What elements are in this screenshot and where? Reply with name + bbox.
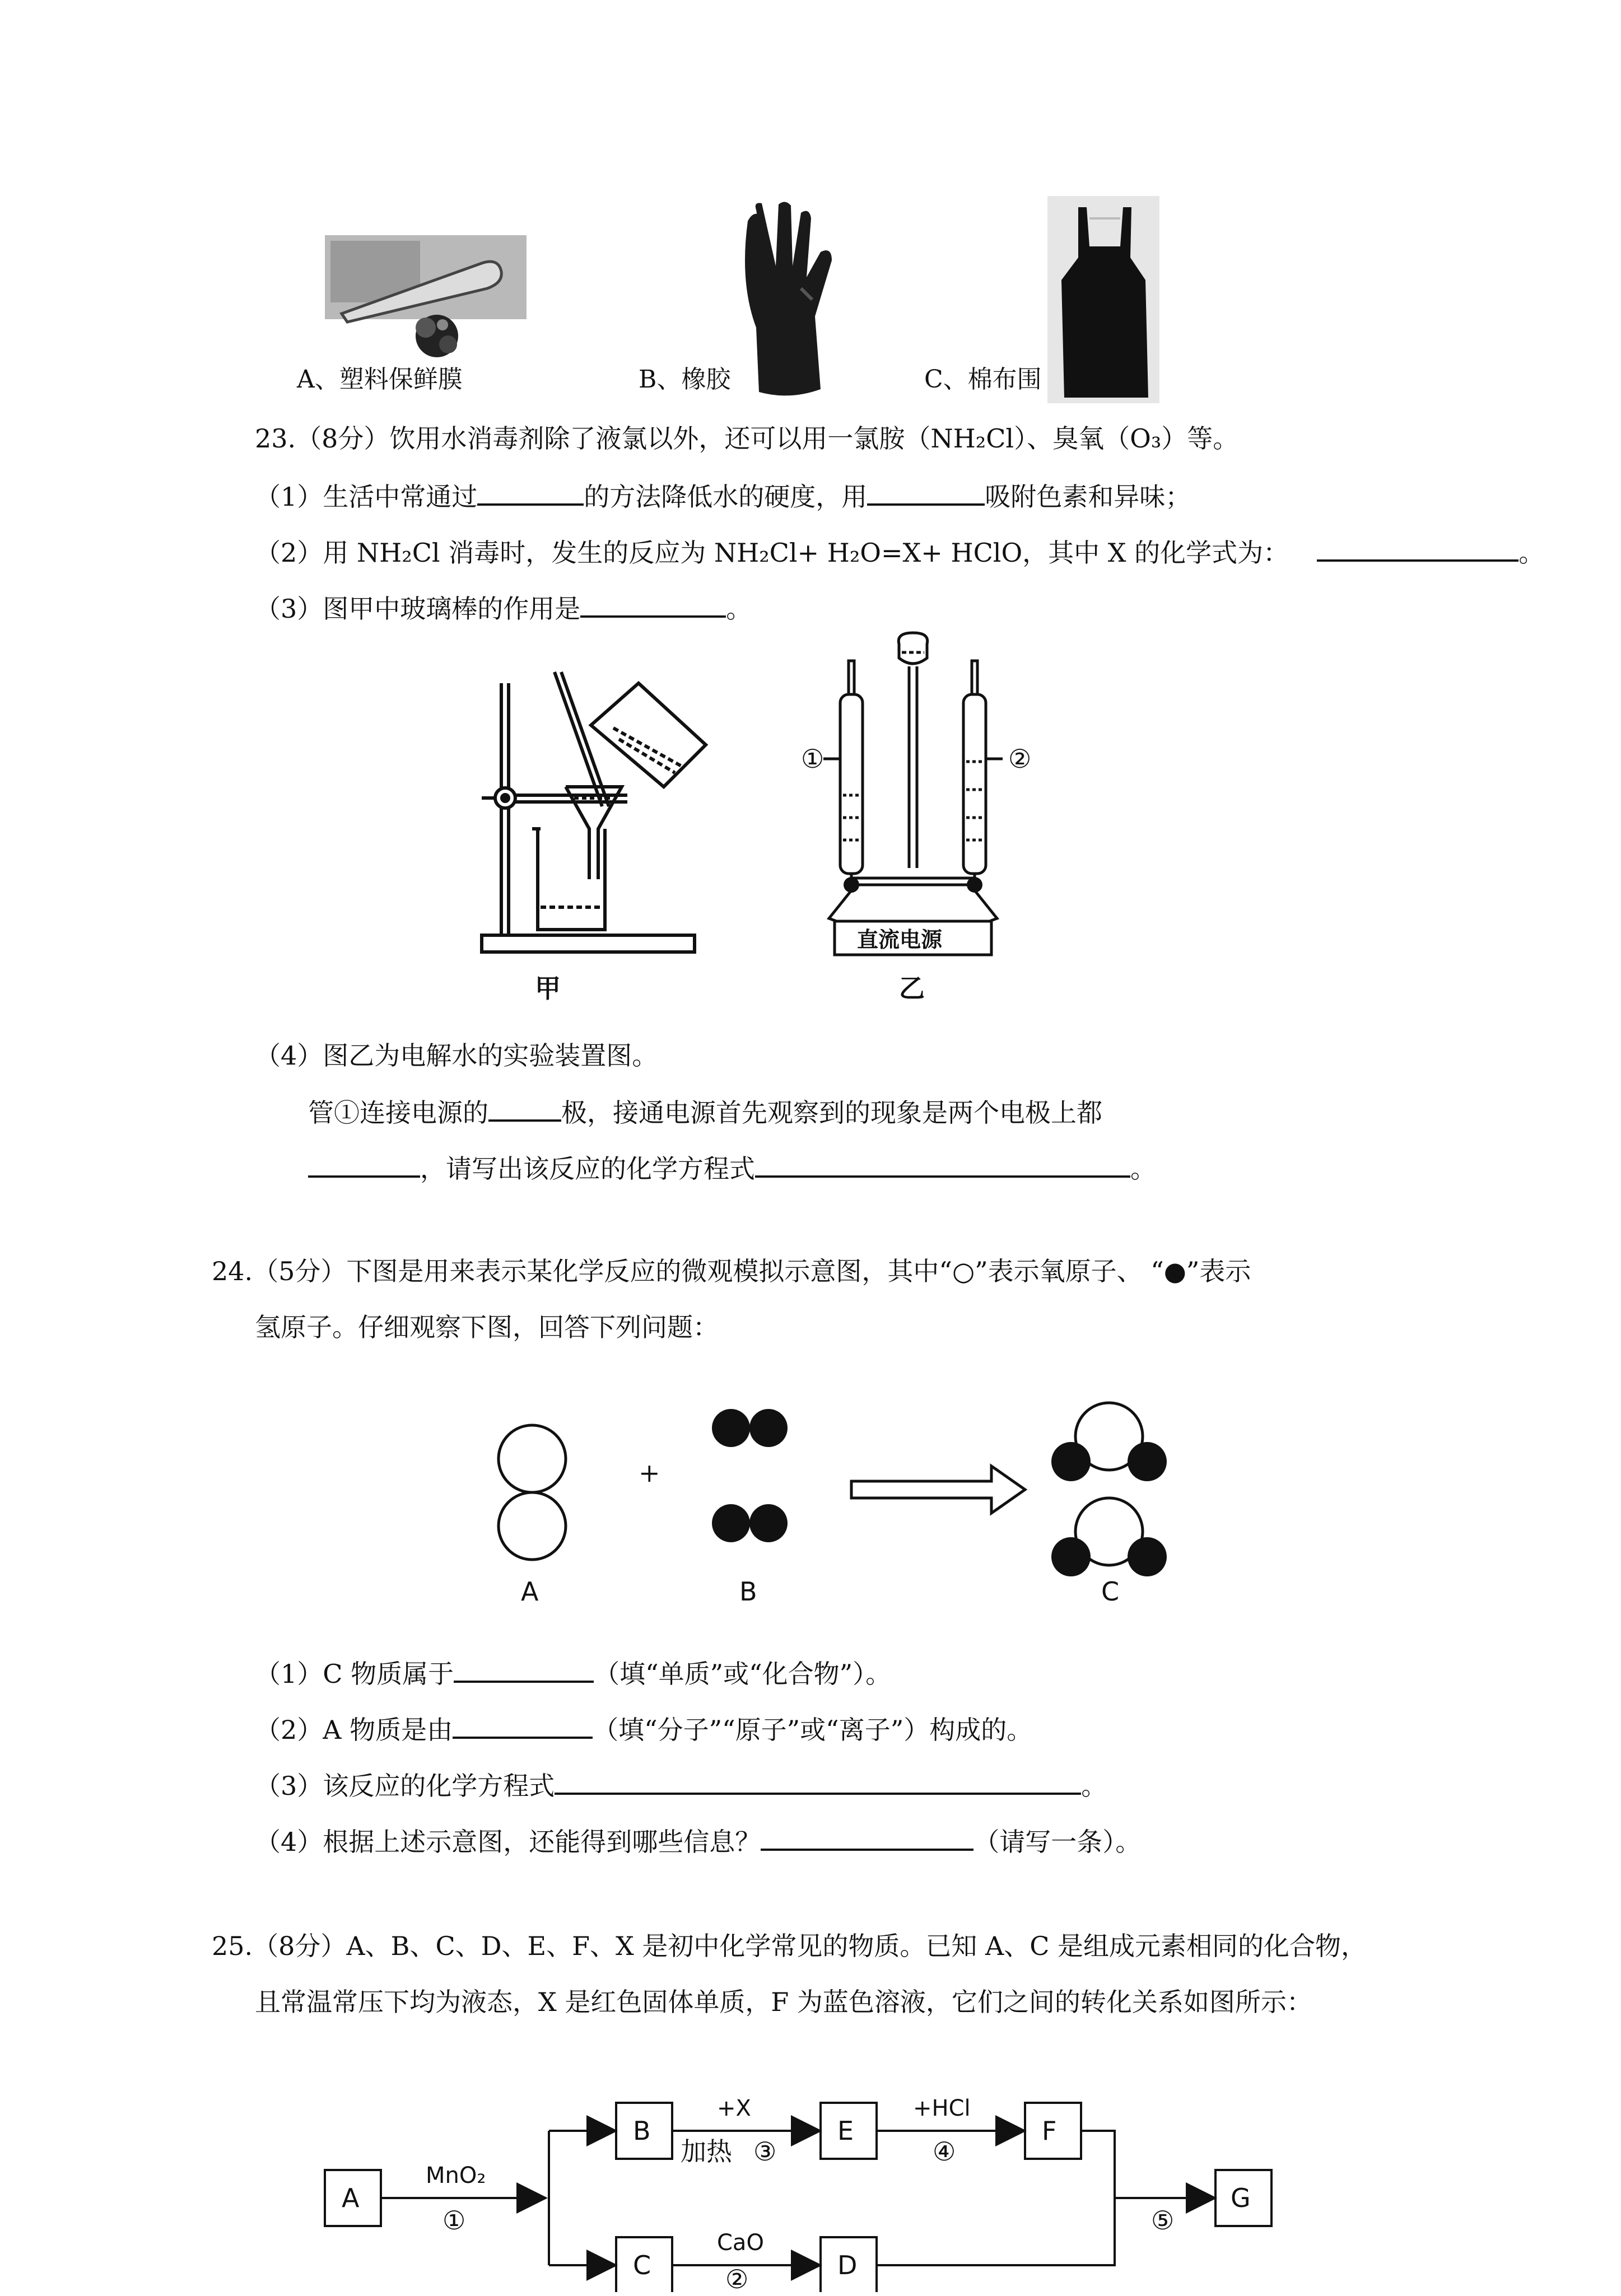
q23-part3 [255,590,752,626]
q23-part4-b: 管①连接电源的 [308,1098,488,1128]
q23-part2-end: 。 [1518,538,1545,568]
q24-part2-b: （填“分子”“原子”或“离子”）构成的。 [593,1715,1033,1745]
step-2: ② [725,2264,749,2294]
q23-part4-line2 [308,1094,1102,1130]
molecular-reaction-diagram [459,1383,1187,1596]
q23-part1-c: 吸附色素和异味； [985,482,1191,512]
step-4: ④ [933,2136,956,2167]
q23-part4-line3 [308,1150,1156,1186]
q24-part1-b: （填“单质”或“化合物”）。 [594,1659,892,1689]
q24-part1-a: （1）C 物质属于 [255,1659,454,1689]
q24-part2 [255,1711,1032,1747]
q23-blank-1[interactable] [477,478,584,506]
step-1: ① [442,2205,466,2236]
molecule-label-c: C [1101,1576,1120,1607]
q23-part4-c: 极，接通电源首先观察到的现象是两个电极上都 [561,1098,1102,1128]
q23-part4-d: ，请写出该反应的化学方程式 [420,1154,755,1184]
condition-3-bottom: 加热 [681,2136,732,2167]
q24-blank-2[interactable] [453,1711,593,1739]
molecule-label-b: B [739,1576,757,1607]
caption-c: C、棉布围 [924,365,1042,394]
node-f: F [1042,2116,1057,2146]
plastic-wrap-photo [325,230,527,364]
q23-part1 [255,478,1191,514]
node-d: D [837,2250,858,2280]
fig-jia-label: 甲 [535,973,561,1004]
caption-a: A、塑料保鲜膜 [297,365,463,394]
q23-part3-end: 。 [726,594,752,624]
q23-blank-4[interactable] [580,590,726,618]
filtration-apparatus [471,661,739,958]
q24-part3-a: （3）该反应的化学方程式 [255,1771,555,1801]
caption-b: B、橡胶 [639,365,731,394]
plus-sign: + [639,1458,660,1488]
q23-stem: 23.（8分）饮用水消毒剂除了液氯以外，还可以用一氯胺（NH₂Cl）、臭氧（O₃）等。 [255,423,1239,454]
tube-1-label: ① [801,744,825,774]
q23-part1-a: （1）生活中常通过 [255,482,478,512]
condition-3-top: +X [717,2096,751,2121]
condition-4: +HCl [913,2096,971,2121]
cotton-apron-photo [1047,196,1159,403]
molecule-label-a: A [521,1576,539,1607]
condition-1: MnO₂ [426,2163,486,2188]
q24-part3-end: 。 [1081,1771,1107,1801]
q24-part4 [255,1823,1141,1859]
rubber-glove-photo [723,199,857,400]
q24-blank-3[interactable] [555,1767,1081,1795]
q23-part1-b: 的方法降低水的硬度，用 [584,482,868,512]
q23-blank-2[interactable] [867,478,985,506]
q24-part4-a: （4）根据上述示意图，还能得到哪些信息？ [255,1827,761,1857]
q24-part2-a: （2）A 物质是由 [255,1715,453,1745]
q23-part4-end: 。 [1130,1154,1156,1184]
step-5: ⑤ [1151,2205,1175,2236]
q23-blank-6[interactable] [308,1150,420,1178]
q24-stem-1: 24.（5分）下图是用来表示某化学反应的微观模拟示意图，其中“○”表示氧原子、 “●”表示 [212,1256,1251,1286]
q24-part4-b: （请写一条）。 [973,1827,1142,1857]
condition-2: CaO [717,2230,764,2256]
q23-blank-5[interactable] [488,1094,561,1122]
q23-part3-a: （3）图甲中玻璃棒的作用是 [255,594,581,624]
node-e: E [837,2116,854,2146]
node-b: B [633,2116,651,2146]
q23-part2-a: （2）用 NH₂Cl 消毒时，发生的反应为 NH₂Cl+ H₂O=X+ HClO，其中 X 的化学式为： [255,538,1289,568]
q23-part4-intro: （4）图乙为电解水的实验装置图。 [255,1040,658,1071]
step-3: ③ [753,2136,777,2167]
q24-blank-4[interactable] [761,1823,973,1851]
q24-blank-1[interactable] [454,1655,594,1683]
node-c: C [633,2250,651,2280]
q23-blank-7[interactable] [755,1150,1130,1178]
node-g: G [1231,2183,1251,2213]
q23-blank-3[interactable] [1317,534,1518,562]
tube-2-label: ② [1008,744,1032,774]
q24-part1 [255,1655,891,1691]
power-source-label: 直流电源 [857,927,943,952]
q23-part2 [255,534,1544,570]
electrolysis-apparatus [801,627,1053,963]
q24-stem-2: 氢原子。仔细观察下图，回答下列问题： [255,1312,719,1342]
q24-part3 [255,1767,1107,1803]
node-a: A [342,2183,360,2213]
fig-yi-label: 乙 [899,973,925,1004]
q25-stem-1: 25.（8分）A、B、C、D、E、F、X 是初中化学常见的物质。已知 A、C 是组成元素相同的化合物， [212,1931,1367,1961]
q25-stem-2: 且常温常压下均为液态，X 是红色固体单质，F 为蓝色溶液，它们之间的转化关系如图所示： [255,1987,1312,2017]
